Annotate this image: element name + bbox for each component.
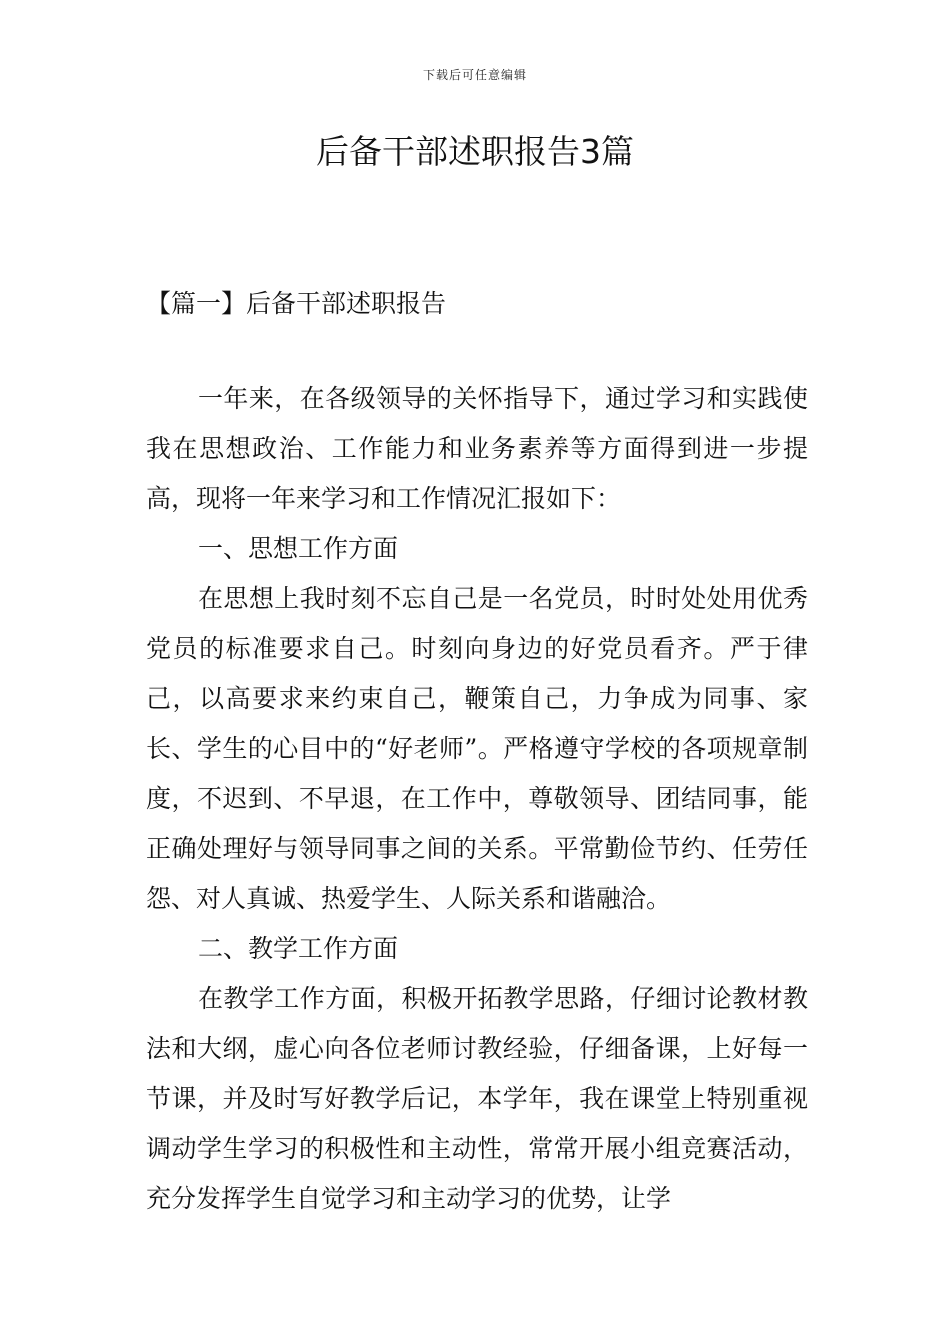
paragraph-ideology: 在思想上我时刻不忘自己是一名党员，时时处处用优秀党员的标准要求自己。时刻向身边的好党员看齐。严于律己，以高要求来约束自己，鞭策自己，力争成为同事、家长、学生的心目中的“好老师”。严格遵守学校的各项规章制度，不迟到、不早退，在工作中，尊敬领导、团结同事，能正确处理好与领导同事之间的关系。平常勤俭节约、任劳任怨、对人真诚、热爱学生、人际关系和谐融洽。 [146,584,808,913]
paragraph-intro: 一年来，在各级领导的关怀指导下，通过学习和实践使我在思想政治、工作能力和业务素养等方面得到进一步提高，现将一年来学习和工作情况汇报如下： [146,384,808,513]
subheading-ideology: 一、思想工作方面 [198,534,399,563]
header-note: 下载后可任意编辑 [422,68,527,82]
section-heading: 【篇一】后备干部述职报告 [146,289,447,318]
document-body [146,374,808,1224]
subheading-teaching: 二、教学工作方面 [198,934,399,963]
paragraph-teaching: 在教学工作方面，积极开拓教学思路，仔细讨论教材教法和大纲，虚心向各位老师讨教经验，仔细备课，上好每一节课，并及时写好教学后记，本学年，我在课堂上特别重视调动学生学习的积极性和主动性，常常开展小组竞赛活动，充分发挥学生自觉学习和主动学习的优势，让学 [146,984,808,1213]
document-title: 后备干部述职报告3篇 [316,132,634,171]
